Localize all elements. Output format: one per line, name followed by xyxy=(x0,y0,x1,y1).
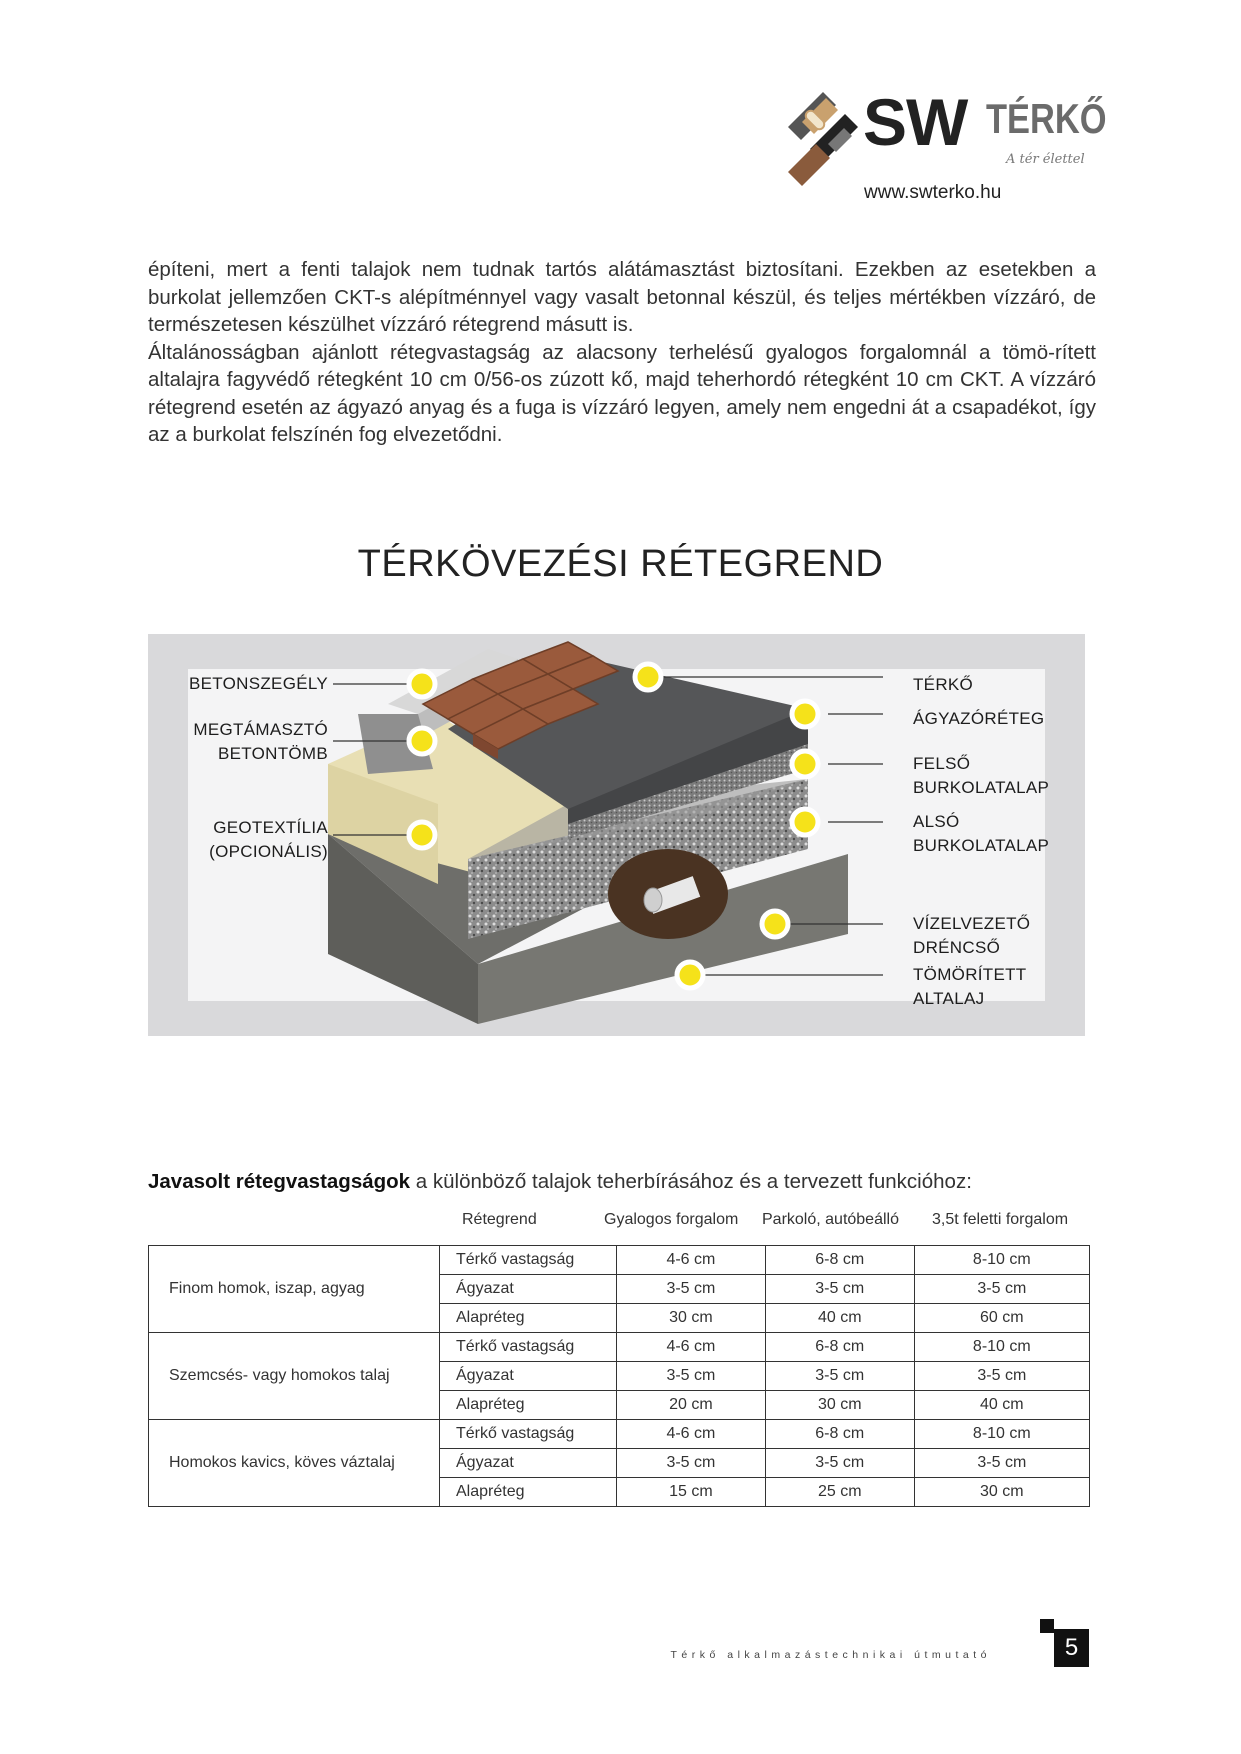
table-row xyxy=(149,1333,1090,1362)
table-heading-rest: a különböző talajok teherbírásához és a tervezett funkcióhoz: xyxy=(410,1170,972,1193)
thickness-value-cell: 25 cm xyxy=(765,1478,914,1507)
thickness-value-cell: 3-5 cm xyxy=(617,1275,766,1304)
label-opcionalis: (OPCIONÁLIS) xyxy=(209,842,328,861)
thickness-value-cell: 6-8 cm xyxy=(765,1420,914,1449)
layer-name-cell: Ágyazat xyxy=(440,1275,617,1304)
logo-mark-icon xyxy=(778,82,868,187)
soil-type-cell: Finom homok, iszap, agyag xyxy=(149,1246,440,1333)
label-altalaj: TÖMÖRÍTETT ALTALAJ xyxy=(913,965,1027,1008)
marker-drencso xyxy=(762,911,788,937)
thickness-value-cell: 8-10 cm xyxy=(914,1246,1089,1275)
soil-type-cell: Homokos kavics, köves váztalaj xyxy=(149,1420,440,1507)
page-corner-mark xyxy=(1040,1619,1054,1633)
thickness-value-cell: 3-5 cm xyxy=(914,1449,1089,1478)
thickness-value-cell: 6-8 cm xyxy=(765,1333,914,1362)
layer-name-cell: Ágyazat xyxy=(440,1449,617,1478)
thickness-value-cell: 6-8 cm xyxy=(765,1246,914,1275)
layer-name-cell: Alapréteg xyxy=(440,1304,617,1333)
thickness-value-cell: 4-6 cm xyxy=(617,1246,766,1275)
thickness-value-cell: 3-5 cm xyxy=(914,1275,1089,1304)
table-heading xyxy=(148,1170,972,1194)
page-number: 5 xyxy=(1054,1629,1089,1667)
layer-name-cell: Ágyazat xyxy=(440,1362,617,1391)
thickness-value-cell: 15 cm xyxy=(617,1478,766,1507)
label-betontomb: BETONTÖMB xyxy=(217,744,328,763)
col-header-gyalogos: Gyalogos forgalom xyxy=(604,1211,739,1228)
intro-paragraph: építeni, mert a fenti talajok nem tudnak tartós alátámasztást biztosítani. Ezekben az esetekben a burkolat jellemzően CKT-s alépítménnyel vagy vasalt betonnal készül, és teljes mértékben vízzáró, de természetesen készülhet vízzáró rétegrend másutt is. xyxy=(148,258,1096,336)
label-felso-burkolatalap: FELSŐ BURKOLATALAP xyxy=(913,754,1050,797)
marker-dots xyxy=(409,664,818,988)
marker-felso xyxy=(792,751,818,777)
layer-name-cell: Térkő vastagság xyxy=(440,1246,617,1275)
label-megtamaszto: MEGTÁMASZTÓ xyxy=(193,720,328,739)
layer-name-cell: Térkő vastagság xyxy=(440,1420,617,1449)
website-link[interactable]: www.swterko.hu xyxy=(864,182,1002,203)
thickness-table xyxy=(148,1245,1090,1507)
thickness-value-cell: 3-5 cm xyxy=(617,1449,766,1478)
thickness-value-cell: 8-10 cm xyxy=(914,1333,1089,1362)
label-betonszegely: BETONSZEGÉLY xyxy=(188,674,328,693)
footer-text: Térkő alkalmazástechnikai útmutató xyxy=(670,1649,991,1661)
table-heading-bold: Javasolt rétegvastagságok xyxy=(148,1170,411,1193)
intro-text xyxy=(148,256,1096,449)
label-also-burkolatalap: ALSÓ BURKOLATALAP xyxy=(913,812,1050,855)
intro-paragraph: Általánosságban ajánlott rétegvastagság az alacsony terhelésű gyalogos forgalomnál a tömö-rített altalajra fagyvédő rétegként 10 cm 0/56-os zúzott kő, majd teherhordó rétegként 10 cm CKT. A vízzáró rétegrend esetén az ágyazó anyag és a fuga is vízzáró legyen, amely nem engedni át a csapadékot, így az a burkolat felszínén fog elvezetődni. xyxy=(148,340,1096,446)
marker-betonszegely xyxy=(409,671,435,697)
marker-geotextilia xyxy=(409,822,435,848)
label-geotextilia: GEOTEXTÍLIA xyxy=(213,818,328,837)
table-row xyxy=(149,1420,1090,1449)
soil-type-cell: Szemcsés- vagy homokos talaj xyxy=(149,1333,440,1420)
thickness-value-cell: 40 cm xyxy=(765,1304,914,1333)
marker-terko xyxy=(635,664,661,690)
thickness-value-cell: 3-5 cm xyxy=(617,1362,766,1391)
col-header-retegrend: Rétegrend xyxy=(462,1211,537,1228)
marker-megtamaszto xyxy=(409,728,435,754)
thickness-value-cell: 3-5 cm xyxy=(914,1362,1089,1391)
thickness-value-cell: 3-5 cm xyxy=(765,1362,914,1391)
marker-also xyxy=(792,809,818,835)
thickness-value-cell: 8-10 cm xyxy=(914,1420,1089,1449)
thickness-value-cell: 4-6 cm xyxy=(617,1420,766,1449)
thickness-value-cell: 20 cm xyxy=(617,1391,766,1420)
marker-altalaj xyxy=(677,962,703,988)
thickness-value-cell: 3-5 cm xyxy=(765,1449,914,1478)
layer-name-cell: Alapréteg xyxy=(440,1478,617,1507)
label-drencso: VÍZELVEZETŐ DRÉNCSŐ xyxy=(913,914,1031,957)
thickness-value-cell: 30 cm xyxy=(765,1391,914,1420)
label-agyazoreteg: ÁGYAZÓRÉTEG xyxy=(913,709,1045,728)
diagram-title: TÉRKÖVEZÉSI RÉTEGREND xyxy=(357,543,884,585)
table-row xyxy=(149,1246,1090,1275)
brand-tagline: A tér élettel xyxy=(1006,152,1085,167)
marker-agyazo xyxy=(792,701,818,727)
label-terko: TÉRKŐ xyxy=(913,675,974,694)
thickness-value-cell: 3-5 cm xyxy=(765,1275,914,1304)
layer-diagram xyxy=(148,634,1085,1036)
brand-logo xyxy=(778,82,1108,203)
col-header-parkolo: Parkoló, autóbeálló xyxy=(762,1211,899,1228)
brand-name: SW xyxy=(863,85,968,159)
layer-name-cell: Térkő vastagság xyxy=(440,1333,617,1362)
col-header-35t: 3,5t feletti forgalom xyxy=(932,1211,1069,1228)
thickness-value-cell: 40 cm xyxy=(914,1391,1089,1420)
thickness-value-cell: 60 cm xyxy=(914,1304,1089,1333)
thickness-value-cell: 4-6 cm xyxy=(617,1333,766,1362)
layer-name-cell: Alapréteg xyxy=(440,1391,617,1420)
brand-suffix: TÉRKŐ xyxy=(986,95,1107,142)
thickness-value-cell: 30 cm xyxy=(617,1304,766,1333)
thickness-value-cell: 30 cm xyxy=(914,1478,1089,1507)
